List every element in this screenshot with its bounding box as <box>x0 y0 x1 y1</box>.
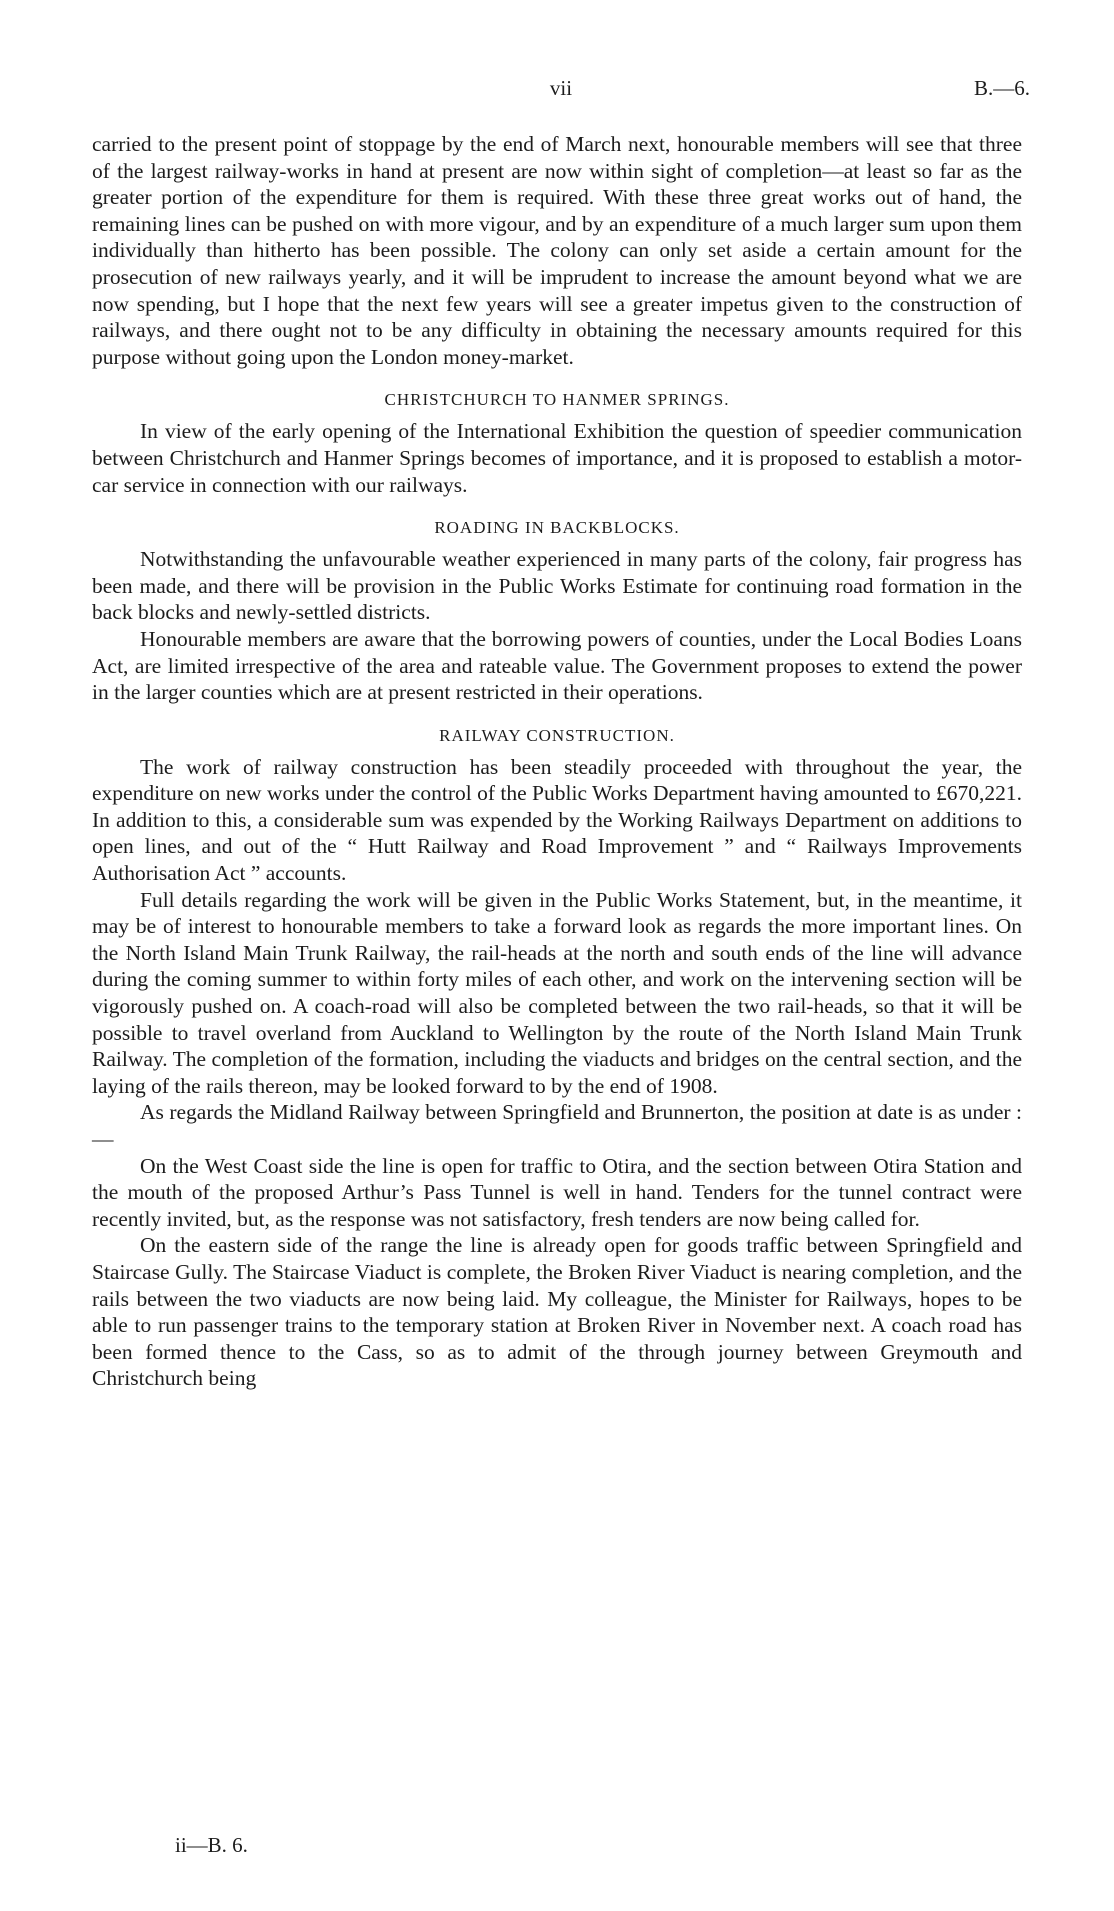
signature-mark: ii—B. 6. <box>175 1833 248 1857</box>
section-heading-roading: ROADING IN BACKBLOCKS. <box>434 518 680 538</box>
paragraph-railway-expenditure: The work of railway construction has been steadily proceeded with throughout the year, the expenditure on new works under the control of the Public Works Department having amounted to £670,221. In addition to this, a considerable sum was expended by the Working Railways Department on additions to open lines, and out of the “ Hutt Railway and Road Improvement ” and “ Railways Improvements Authorisation Act ” accounts. <box>92 754 1022 886</box>
page-header <box>92 76 1030 106</box>
paragraph-west-coast: On the West Coast side the line is open for traffic to Otira, and the section between Otira Station and the mouth of the proposed Arthur’s Pass Tunnel is well in hand. Tenders for the tunnel contract were recently invited, but, as the response was not satisfactory, fresh tenders are now being called for. <box>92 1153 1022 1231</box>
document-reference: B.—6. <box>973 76 1030 100</box>
section-heading-railway-construction: RAILWAY CONSTRUCTION. <box>439 725 675 745</box>
paragraph-midland-intro: As regards the Midland Railway between Springfield and Brunnerton, the position at date is as under :— <box>92 1100 1022 1151</box>
document-body <box>92 131 1022 1392</box>
paragraph-roading-progress: Notwithstanding the unfavourable weather experienced in many parts of the colony, fair progress has been made, and there will be provision in the Public Works Estimate for continuing road formation in the back blocks and newly-settled districts. <box>92 547 1022 625</box>
paragraph-eastern-side: On the eastern side of the range the line is already open for goods traffic between Springfield and Staircase Gully. The Staircase Viaduct is complete, the Broken River Viaduct is nearing completion, and the rails between the two viaducts are now being laid. My colleague, the Minister for Railways, hopes to be able to run passenger trains to the temporary station at Broken River in November next. A coach road has been formed thence to the Cass, so as to admit of the through journey between Greymouth and Christchurch being <box>92 1233 1022 1391</box>
paragraph-hanmer: In view of the early opening of the International Exhibition the question of speedier communication between Christchurch and Hanmer Springs becomes of importance, and it is proposed to establish a motor-car service in connection with our railways. <box>92 419 1022 497</box>
paragraph-main-trunk: Full details regarding the work will be given in the Public Works Statement, but, in the meantime, it may be of interest to honourable members to take a forward look as regards the more important lines. On the North Island Main Trunk Railway, the rail-heads at the north and south ends of the line will advance during the coming summer to within forty miles of each other, and work on the intervening section will be vigorously pushed on. A coach-road will also be completed between the two rail-heads, so that it will be possible to travel overland from Auckland to Wellington by the route of the North Island Main Trunk Railway. The completion of the formation, including the viaducts and bridges on the central section, and the laying of the rails thereon, may be looked forward to by the end of 1908. <box>92 887 1022 1098</box>
paragraph-continuation: carried to the present point of stoppage by the end of March next, honourable members will see that three of the largest railway-works in hand at present are now within sight of completion—at least so far as the greater portion of the expenditure for them is required. With these three great works out of hand, the remaining lines can be pushed on with more vigour, and by an expenditure of a much larger sum upon them individually than hitherto has been possible. The colony can only set aside a certain amount for the prosecution of new railways yearly, and it will be imprudent to increase the amount beyond what we are now spending, but I hope that the next few years will see a greater impetus given to the construction of railways, and there ought not to be any difficulty in obtaining the necessary amounts required for this purpose without going upon the London money-market. <box>92 132 1022 369</box>
page-number: vii <box>549 76 573 100</box>
paragraph-borrowing-powers: Honourable members are aware that the borrowing powers of counties, under the Local Bodies Loans Act, are limited irrespective of the area and rateable value. The Government proposes to extend the power in the larger counties which are at present restricted in their operations. <box>92 626 1022 705</box>
section-heading-christchurch-hanmer: CHRISTCHURCH TO HANMER SPRINGS. <box>384 390 730 410</box>
